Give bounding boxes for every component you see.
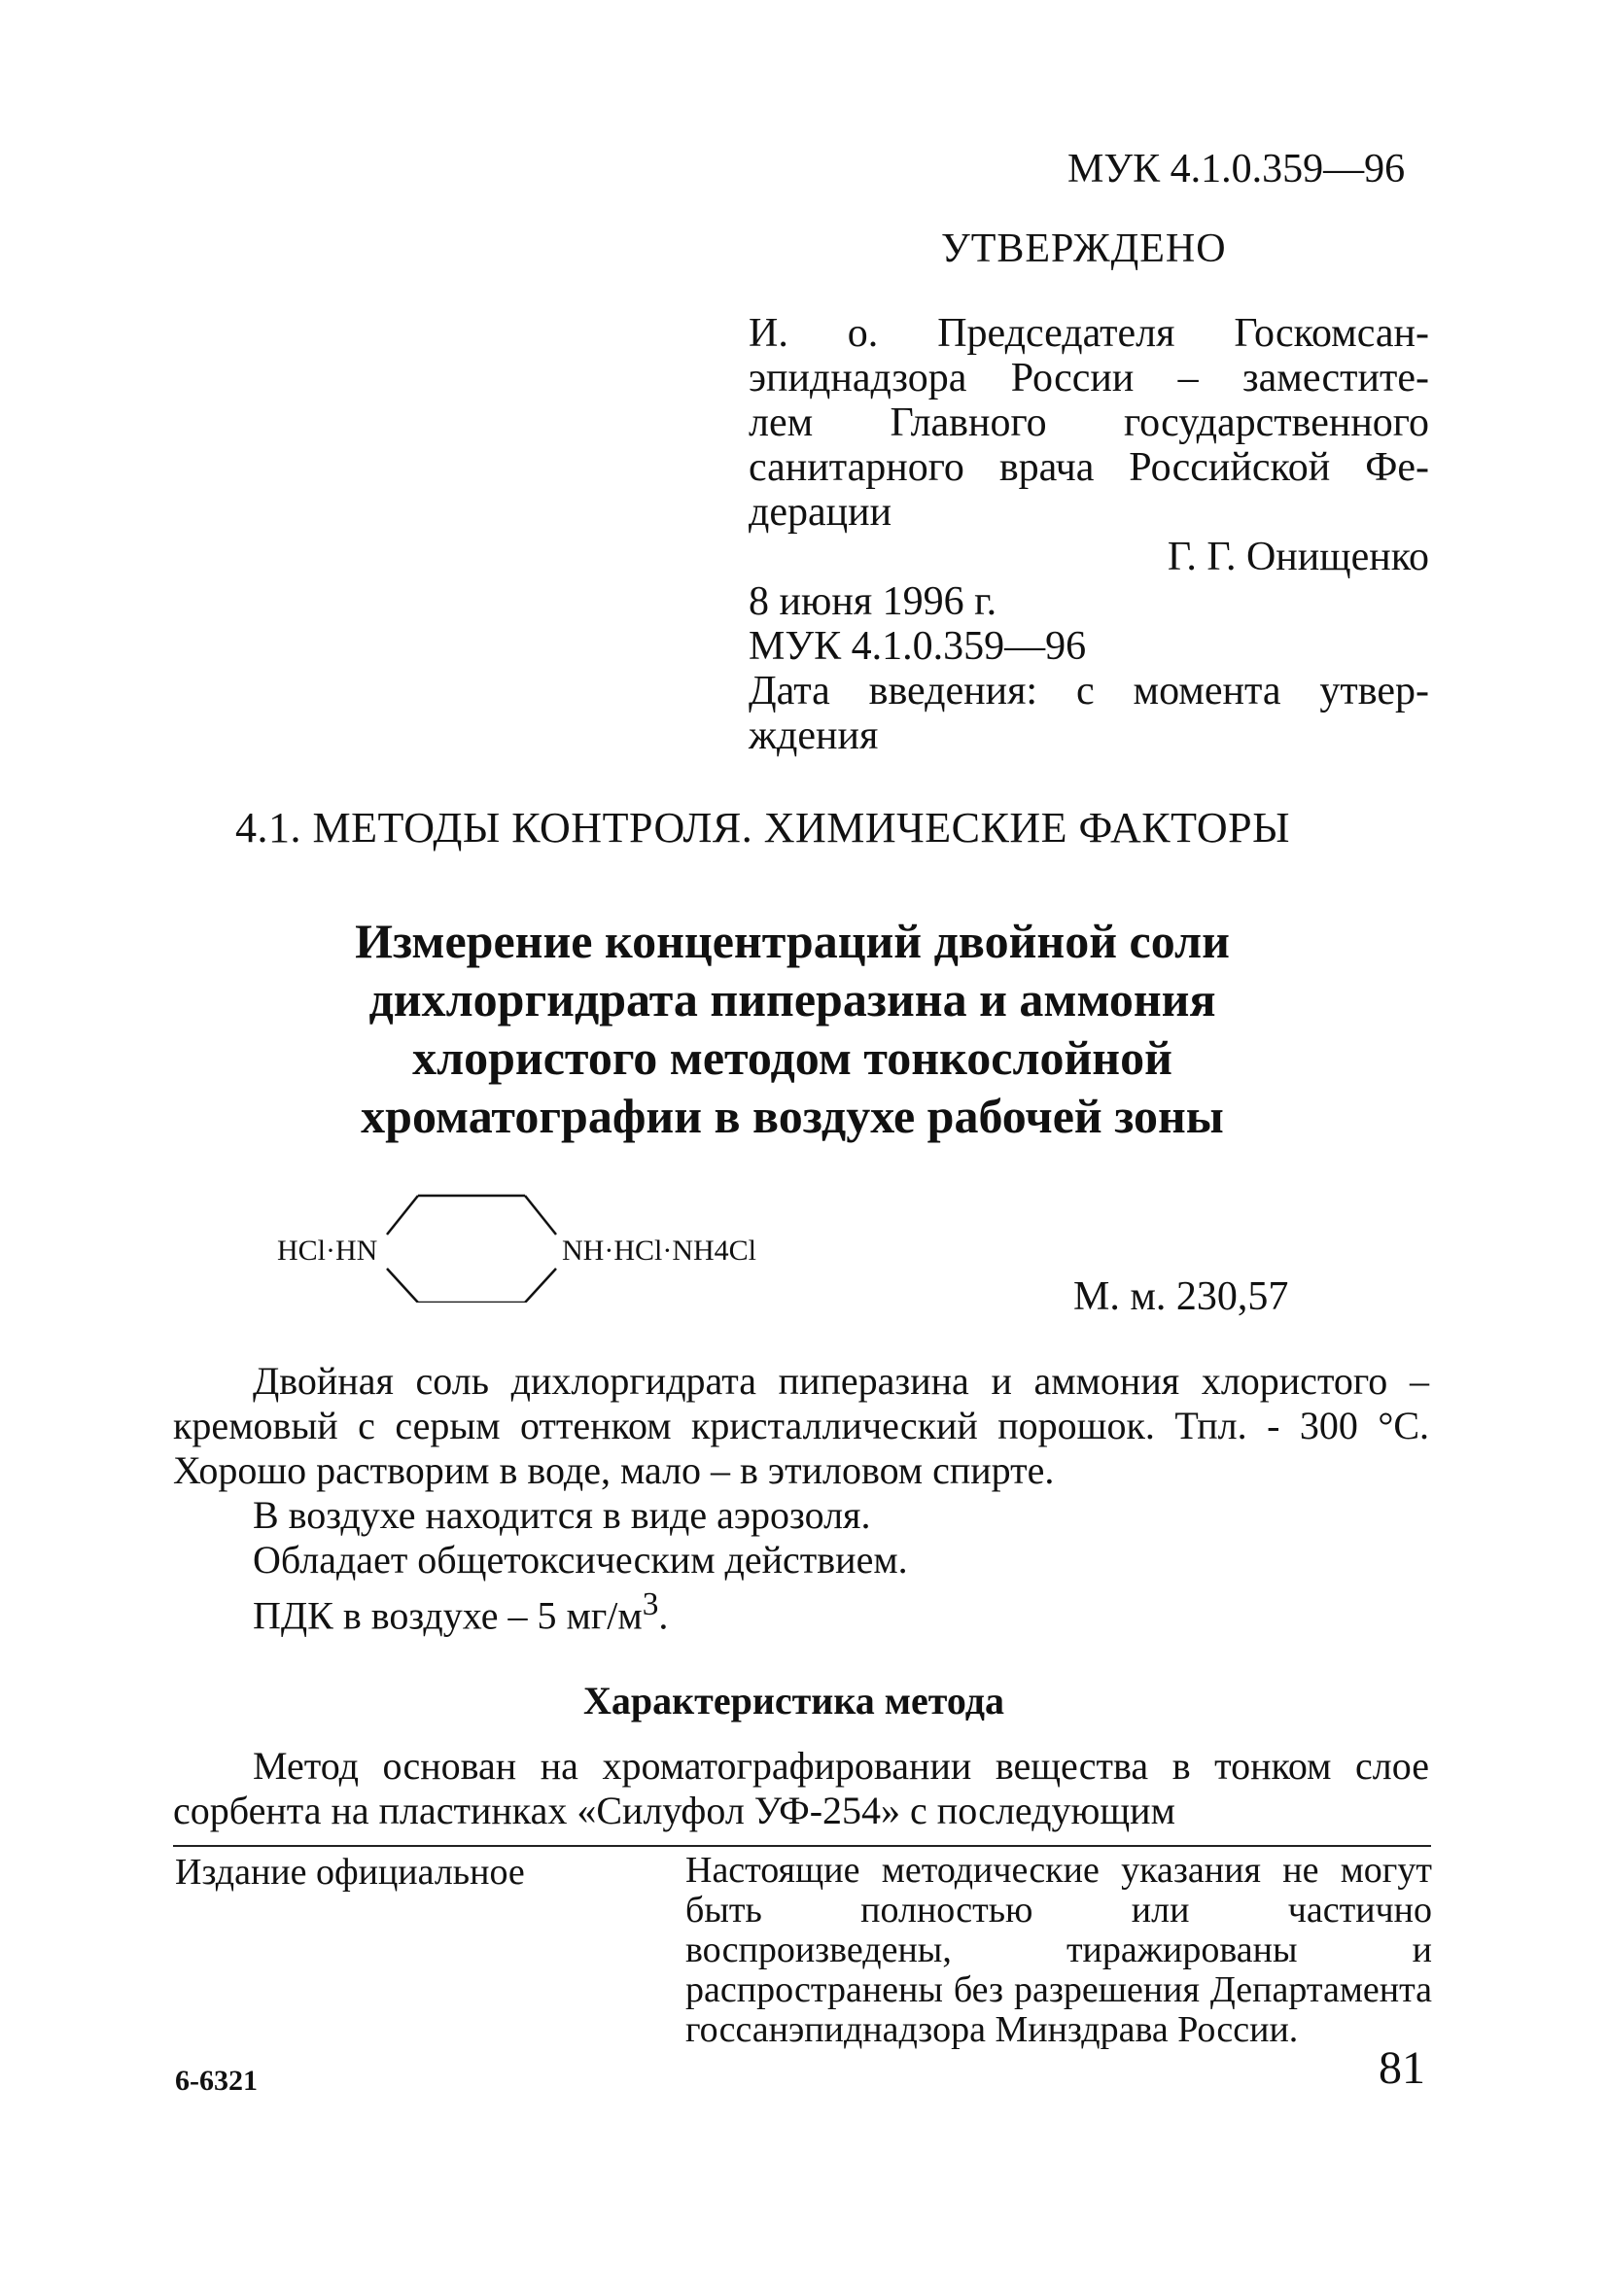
print-code: 6-6321 [175,2065,258,2097]
document-code: МУК 4.1.0.359—96 [1067,147,1406,191]
structural-formula [272,1186,1147,1303]
approval-block [749,311,1429,758]
page-number: 81 [1379,2042,1425,2094]
description-block [173,1359,1429,1638]
section-heading: 4.1. МЕТОДЫ КОНТРОЛЯ. ХИМИЧЕСКИЕ ФАКТОРЫ [235,804,1291,852]
toxicity-line: Обладает общетоксическим действием. [253,1538,908,1582]
title-line: хроматографии в воздухе рабочей зоны [361,1089,1224,1143]
introduction-date: Дата введения: с момента утвер- [749,669,1429,713]
approval-line: дерации [749,490,892,535]
description-paragraph: Двойная соль дихлоргидрата пиперазина и аммония хлористого – кремовый с серым оттенком кристаллический порошок. Тпл. - 300 °С. Хорошо растворим в воде, мало – в этиловом спирте. [173,1359,1429,1492]
document-title [233,912,1351,1145]
title-line: дихлоргидрата пиперазина и аммония [368,972,1216,1026]
approval-date: 8 июня 1996 г. [749,579,997,624]
aerosol-line: В воздухе находится в виде аэрозоля. [253,1493,871,1537]
footer-divider [173,1845,1431,1847]
approved-heading: УТВЕРЖДЕНО [941,226,1227,271]
formula-left-group: HCl·HN [277,1235,378,1267]
method-heading: Характеристика метода [583,1679,1004,1722]
copyright-notice: Настоящие методические указания не могут быть полностью или частично воспроизведены, тиражированы и распространены без разрешения Департамента госсанэпиднадзора Минздрава России. [685,1850,1432,2050]
method-paragraph: Метод основан на хроматографировании вещества в тонком слое сорбента на пластинках «Силуфол УФ-254» с последующим [173,1744,1429,1832]
pdk-text: ПДК в воздухе – 5 мг/м [253,1593,643,1638]
pdk-period: . [658,1593,669,1638]
approval-line: эпиднадзора России – заместите- [749,356,1429,400]
title-line: хлористого методом тонкослойной [412,1030,1172,1085]
title-line: Измерение концентраций двойной соли [355,914,1230,968]
signatory-name: Г. Г. Онищенко [1167,535,1429,579]
approval-line: лем Главного государственного [749,400,1429,445]
approval-code: МУК 4.1.0.359—96 [749,624,1087,669]
formula-right-group: NH·HCl·NH4Cl [562,1235,756,1267]
pdk-superscript: 3 [642,1586,659,1622]
introduction-date-cont: ждения [749,713,879,758]
molar-mass: М. м. 230,57 [1073,1274,1289,1319]
pdk-line [173,1583,1429,1638]
approval-line: санитарного врача Российской Фе- [749,445,1429,490]
edition-label: Издание официальное [175,1852,525,1893]
approval-line: И. о. Председателя Госкомсан- [749,311,1429,356]
